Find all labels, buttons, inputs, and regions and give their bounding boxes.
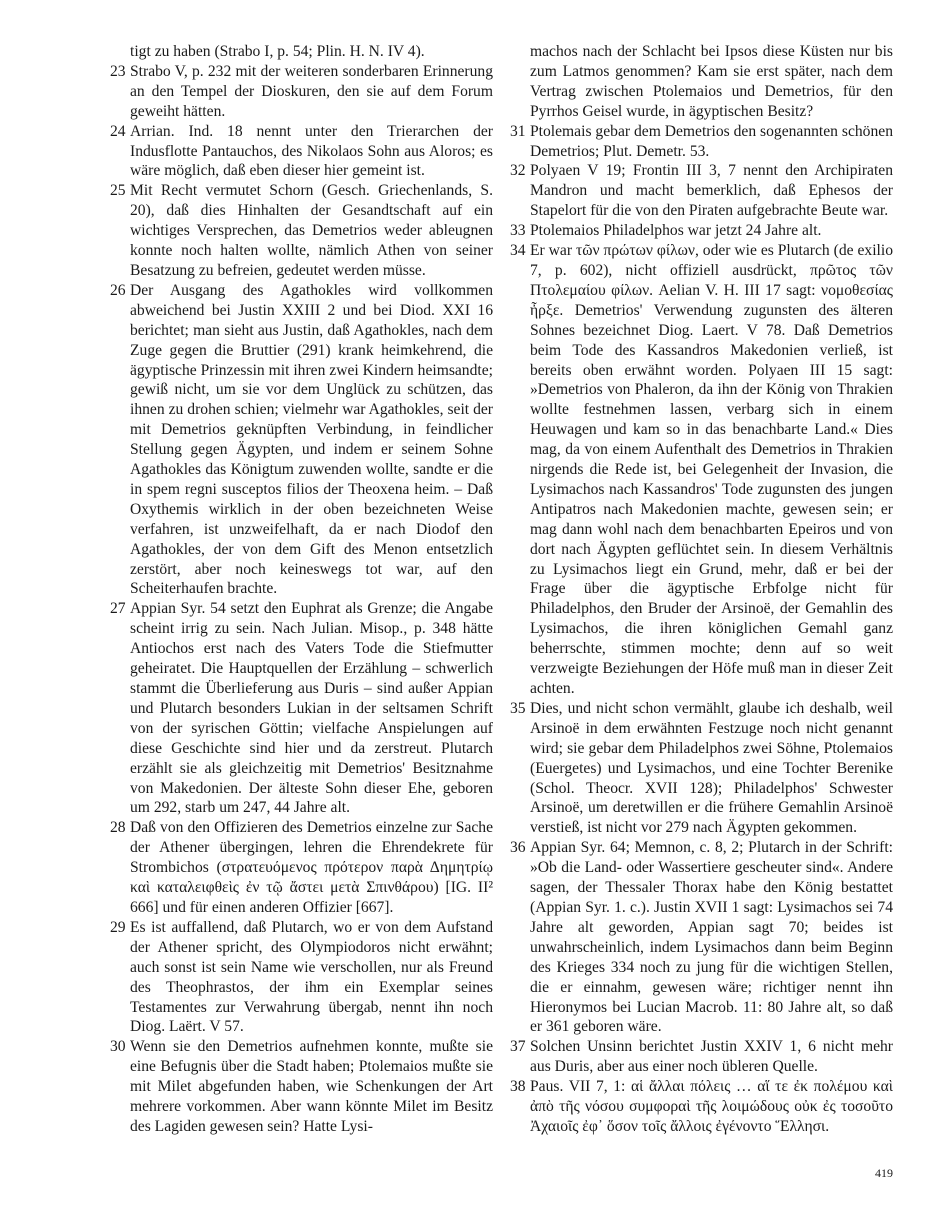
footnote bbox=[110, 818, 493, 918]
footnote-text: Es ist auffallend, daß Plutarch, wo er von dem Aufstand der Athener spricht, des Olympiodoros nicht erwähnt; auch sonst ist sein Name wie verschollen, nur als Freund des Theophrastos, der ihm ein Exemplar seines Testamentes zur Verwahrung übergab, nennt ihn noch Diog. Laërt. V 57. bbox=[130, 918, 493, 1036]
footnote-text: Strabo V, p. 232 mit der weiteren sonderbaren Erinnerung an den Tempel der Dioskuren, den sie auf dem Forum geweiht hätten. bbox=[130, 62, 493, 120]
footnote-text: Dies, und nicht schon vermählt, glaube ich deshalb, weil Arsinoë in dem erwähnten Festzuge noch nicht genannt wird; sie gebar dem Philadelphos zwei Söhne, Ptolemaios (Euergetes) und Lysimachos, und eine Tochter Berenike (Schol. Theocr. XVII 128); Philadelphos' Schwester Arsinoë, um deretwillen er die frühere Gemahlin Arsinoë verstieß, ist nicht vor 279 nach Ägypten gekommen. bbox=[530, 699, 893, 837]
footnote bbox=[110, 62, 493, 122]
footnote-number: 36 bbox=[510, 839, 526, 857]
footnote-text: Appian Syr. 54 setzt den Euphrat als Grenze; die Angabe scheint irrig zu sein. Nach Julian. Misop., p. 348 hätte Antiochos erst nach des Vaters Tode die Stiefmutter geheiratet. Die Hauptquellen der Erzählung – schwerlich stammt die Überlieferung aus Duris – sind außer Appian und Plutarch besonders Lukian in der seltsamen Schrift von der syrischen Göttin; vielfache Anspielungen auf diese Geschichte sind hier und da zerstreut. Plutarch erzählt sie als gleichzeitig mit Demetrios' Besitznahme von Makedonien. Der älteste Sohn dieser Ehe, geboren um 292, starb um 247, 44 Jahre alt. bbox=[130, 600, 493, 817]
footnote-number: 29 bbox=[110, 918, 126, 936]
footnote-text: tigt zu haben (Strabo I, p. 54; Plin. H. N. IV 4). bbox=[130, 43, 425, 60]
footnote-number: 37 bbox=[510, 1038, 526, 1056]
footnote-number: 25 bbox=[110, 182, 126, 200]
footnote-number: 35 bbox=[510, 699, 526, 717]
footnote bbox=[110, 599, 493, 818]
footnote bbox=[110, 42, 493, 62]
footnote bbox=[510, 699, 893, 838]
footnote-text: Polyaen V 19; Frontin III 3, 7 nennt den Archipiraten Mandron und macht bemerklich, daß Ephesos der Stapelort für die von den Piraten aufgebrachte Beute war. bbox=[530, 162, 893, 220]
footnote bbox=[510, 161, 893, 221]
footnote-number: 31 bbox=[510, 122, 526, 140]
footnote bbox=[510, 1037, 893, 1077]
footnote bbox=[110, 122, 493, 182]
footnote bbox=[510, 221, 893, 241]
footnote-number: 38 bbox=[510, 1078, 526, 1096]
footnote bbox=[510, 42, 893, 122]
footnote bbox=[110, 918, 493, 1037]
footnote-text: Mit Recht vermutet Schorn (Gesch. Griechenlands, S. 20), daß dies Hinhalten der Gesandtschaft auf ein wichtiges Versprechen, das Demetrios weder ableugnen konnte noch halten wollte, nämlich Athen von seiner Besatzung zu befreien, gedeutet werden müsse. bbox=[130, 182, 493, 279]
footnote-text: machos nach der Schlacht bei Ipsos diese Küsten nur bis zum Latmos genommen? Kam sie erst später, nach dem Vertrag zwischen Ptolemaios und Demetrios, für den Pyrrhos Geisel wurde, in ägyptischen Besitz? bbox=[530, 43, 893, 120]
footnote bbox=[110, 281, 493, 600]
footnote-number: 28 bbox=[110, 819, 126, 837]
right-column bbox=[510, 42, 893, 1137]
footnote-text: Appian Syr. 64; Memnon, c. 8, 2; Plutarch in der Schrift: »Ob die Land- oder Wassertiere gescheuter sind«. Andere sagen, der Thessaler Thorax habe den König bestattet (Appian Syr. 1. c.). Justin XVII 1 sagt: Lysimachos sei 74 Jahre alt geworden, Appian sagt 70; beides ist unwahrscheinlich, indem Lysimachos dann beim Beginn des Krieges 334 noch zu jung für die wichtigen Stellen, die er einnahm, gewesen wäre; richtiger nennt ihn Hieronymos bei Lucian Macrob. 11: 80 Jahre alt, so daß er 361 geboren wäre. bbox=[530, 839, 893, 1036]
footnote-number: 30 bbox=[110, 1038, 126, 1056]
footnote bbox=[110, 1037, 493, 1137]
footnote-text: Ptolemaios Philadelphos war jetzt 24 Jahre alt. bbox=[530, 222, 822, 240]
page-number: 419 bbox=[875, 1166, 893, 1180]
footnote bbox=[510, 241, 893, 699]
footnote-text: Paus. VII 7, 1: αἱ ἄλλαι πόλεις … αἵ τε ἐκ πολέμου καὶ ἀπὸ τῆς νόσου συμφοραὶ τῆς λοιμώδους οὐκ ἐς τοσοῦτο Ἀχαιοῖς ἐφ᾽ ὅσον τοῖς ἄλλοις ἐγένοντο Ἕλλησι. bbox=[530, 1078, 893, 1135]
footnote-text: Ptolemais gebar dem Demetrios den sogenannten schönen Demetrios; Plut. Demetr. 53. bbox=[530, 122, 893, 160]
footnote-text: Arrian. Ind. 18 nennt unter den Trierarchen der Indusflotte Pantauchos, des Nikolaos Sohn aus Aloros; es wäre möglich, daß eben dieser hier gemeint ist. bbox=[130, 122, 493, 180]
footnote bbox=[110, 181, 493, 281]
footnote-text: Solchen Unsinn berichtet Justin XXIV 1, 6 nicht mehr aus Duris, aber aus einer noch übleren Quelle. bbox=[530, 1038, 893, 1076]
footnote-number: 32 bbox=[510, 162, 526, 180]
footnote-number: 26 bbox=[110, 281, 126, 299]
footnote-text: Er war τῶν πρώτων φίλων, oder wie es Plutarch (de exilio 7, p. 602), nicht offiziell ausdrückt, πρῶτος τῶν Πτολεμαίου φίλων. Aelian V. H. III 17 sagt: νομοθεσίας ἦρξε. Demetrios' Verwendung zugunsten des älteren Sohnes bezeichnet Diog. Laert. V 78. Daß Demetrios beim Tode des Kassandros Makedonien verließ, ist bereits oben erwähnt worden. Polyaen III 15 sagt: »Demetrios von Phaleron, da ihn der König von Thrakien wollte festnehmen lassen, verbarg sich in einem Heuwagen und kam so in das benachbarte Land.« Dies mag, da von einem Aufenthalt des Demetrios in Thrakien nirgends die Rede ist, bei Gelegenheit der Invasion, die Lysimachos nach Kassandros' Tode zugunsten des jungen Antipatros nach Makedonien machte, gewesen sein; er mag dann wohl nach dem benachbarten Epeiros und von dort nach Ägypten geflüchtet sein. In diesem Verhältnis zu Lysimachos liegt ein Grund, mehr, daß er bei der Frage über die ägyptische Erbfolge nicht für Philadelphos, den Bruder der Arsinoë, der Gemahlin des Lysimachos, die ihren königlichen Gemahl ganz beherrschte, stimmen mochte; denn auf so weit verzweigte Beziehungen der Höfe muß man in dieser Zeit achten. bbox=[530, 242, 893, 697]
footnote-number: 23 bbox=[110, 62, 126, 80]
footnote bbox=[510, 1077, 893, 1137]
left-column bbox=[110, 42, 493, 1137]
footnote-text: Der Ausgang des Agathokles wird vollkommen abweichend bei Justin XXIII 2 und bei Diod. XXI 16 berichtet; man sieht aus Justin, daß Agathokles, nach dem Zuge gegen die Bruttier (291) krank heimkehrend, die ägyptische Prinzessin mit ihren zwei Kindern heimsandte; gewiß nicht, um sie vor dem Unglück zu schützen, das ihnen zu drohen schien; vielmehr war Agathokles, seit der mit Demetrios geknüpften Verbindung, in feindlicher Stellung gegen Ägypten, und indem er seinem Sohne Agathokles das Königtum zuwenden wollte, sandte er die in spem regni susceptos filios der Theoxena heim. – Daß Oxythemis wirklich in der oben bezeichneten Weise verfahren, ist unzweifelhaft, da er nach Diodof den Agathokles, der von dem Gift des Menon entsetzlich zerstört, aber noch keineswegs tot war, auf den Scheiterhaufen brachte. bbox=[130, 281, 493, 598]
footnote-number: 24 bbox=[110, 122, 126, 140]
footnote-text: Daß von den Offizieren des Demetrios einzelne zur Sache der Athener übergingen, lehren die Ehrendekrete für Strombichos (στρατευόμενος πρότερον παρὰ Δημητρίῳ καὶ καταλειφθεὶς ἐν τῷ ἄστει μετὰ Σπινθάρου) [IG. II² 666] und für einen anderen Offizier [667]. bbox=[130, 819, 493, 916]
footnote-text: Wenn sie den Demetrios aufnehmen konnte, mußte sie eine Befugnis über die Stadt haben; Ptolemaios mußte sie mit Milet abgefunden haben, wie Schenkungen der Art mehrere vorkommen. Aber wann könnte Milet im Besitz des Lagiden gewesen sein? Hatte Lysi- bbox=[130, 1038, 493, 1135]
footnote-number: 33 bbox=[510, 222, 526, 240]
footnote-number: 27 bbox=[110, 600, 126, 618]
footnote bbox=[510, 838, 893, 1037]
footnote-number: 34 bbox=[510, 242, 526, 260]
footnote bbox=[510, 122, 893, 162]
